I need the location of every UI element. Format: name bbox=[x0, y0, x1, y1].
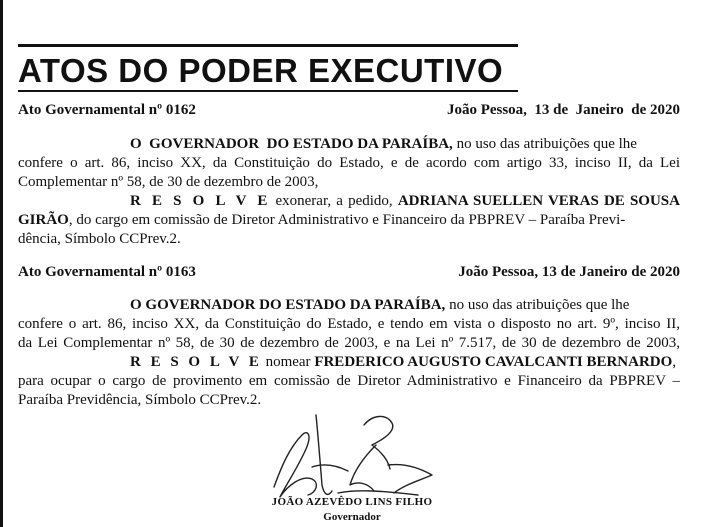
preamble-line: confere o art. 86, inciso XX, da Constituição do Estado, e tendo em vista o disposto no art. 9º, inciso II, bbox=[18, 316, 680, 332]
action-line: Paraíba Previdência, Símbolo CCPrev.2. bbox=[18, 392, 262, 408]
action-line: dência, Símbolo CCPrev.2. bbox=[18, 231, 181, 247]
action-line: para ocupar o cargo de provimento em comissão de Diretor Administrativo e Financeiro da PBPREV – bbox=[18, 373, 680, 389]
action-line bbox=[18, 211, 680, 230]
act-number: Ato Governamental nº 0163 bbox=[18, 264, 196, 280]
act-date: João Pessoa, 13 de Janeiro de 2020 bbox=[446, 102, 680, 118]
act-header bbox=[18, 100, 680, 120]
resolve-word: R E S O L V E bbox=[130, 354, 262, 370]
section-title: ATOS DO PODER EXECUTIVO bbox=[18, 52, 504, 89]
resolve-line bbox=[18, 192, 680, 211]
person-name: GIRÃO bbox=[18, 212, 69, 228]
signatory-name: JOÃO AZEVÊDO LINS FILHO bbox=[271, 496, 433, 508]
person-name: ADRIANA SUELLEN VERAS DE SOUSA bbox=[397, 193, 680, 209]
punctuation: , bbox=[672, 354, 677, 370]
act-body bbox=[18, 135, 680, 249]
act-number: Ato Governamental nº 0162 bbox=[18, 102, 196, 118]
title-rule-top bbox=[18, 44, 518, 47]
handwritten-signature-icon bbox=[268, 405, 448, 505]
act-date: João Pessoa, 13 de Janeiro de 2020 bbox=[458, 264, 680, 280]
signatory-title: Governador bbox=[323, 511, 381, 523]
resolve-line bbox=[18, 353, 680, 372]
preamble-line bbox=[18, 296, 680, 315]
preamble-text: no uso das atribuições que lhe bbox=[445, 297, 630, 313]
preamble-text: no uso das atribuições que lhe bbox=[452, 136, 637, 152]
title-rule-bottom bbox=[18, 90, 518, 92]
preamble-line: da Lei Complementar nº 58, de 30 de dezembro de 2003, e na Lei nº 7.517, de 30 de dezembro de 2003, bbox=[18, 335, 680, 351]
preamble-line: confere o art. 86, inciso XX, da Constituição do Estado, e de acordo com artigo 33, inciso II, da Lei bbox=[18, 155, 680, 171]
page-left-border bbox=[0, 0, 3, 527]
action-text: , do cargo em comissão de Diretor Administrativo e Financeiro da PBPREV – Paraíba Previ- bbox=[68, 212, 626, 228]
authority-text: O GOVERNADOR DO ESTADO DA PARAÍBA, bbox=[130, 297, 446, 313]
preamble-line bbox=[18, 135, 680, 154]
resolve-word: R E S O L V E bbox=[130, 193, 271, 209]
preamble-line: Complementar nº 58, de 30 de dezembro de 2003, bbox=[18, 174, 319, 190]
action-text: nomear bbox=[261, 354, 315, 370]
authority-text: O GOVERNADOR DO ESTADO DA PARAÍBA, bbox=[130, 136, 453, 152]
person-name: FREDERICO AUGUSTO CAVALCANTI BERNARDO bbox=[314, 354, 673, 370]
act-body bbox=[18, 296, 680, 410]
action-text: exonerar, a pedido, bbox=[270, 193, 398, 209]
act-header bbox=[18, 262, 680, 282]
